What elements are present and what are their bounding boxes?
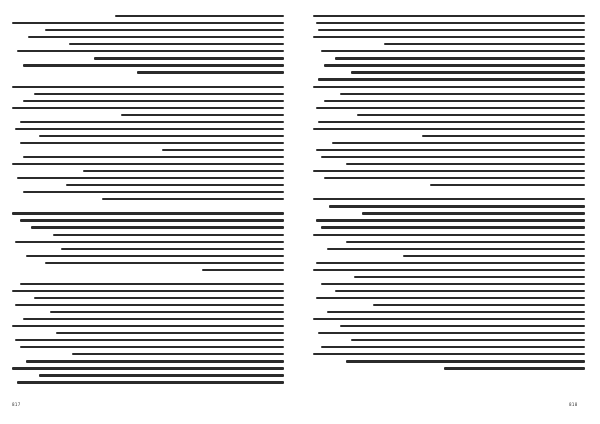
left-page-text-stroke xyxy=(23,100,284,102)
right-page-text-line xyxy=(313,317,585,321)
right-page-text-line xyxy=(313,141,585,145)
right-page-text-stroke xyxy=(321,283,585,285)
right-page-text-stroke xyxy=(346,241,585,243)
right-page-text-line xyxy=(313,169,585,173)
right-page-text-stroke xyxy=(346,360,585,362)
right-page-text-stroke xyxy=(313,170,585,172)
left-page-text-stroke xyxy=(257,205,284,207)
left-page-text-line xyxy=(12,92,284,96)
left-page-text-line xyxy=(12,113,284,117)
right-page-text-line xyxy=(313,120,585,124)
left-page-text-stroke xyxy=(115,15,284,17)
right-page-text-line xyxy=(313,84,585,88)
left-page-text-stroke xyxy=(137,71,284,73)
left-page-text-line xyxy=(12,169,284,173)
right-page-text-stroke xyxy=(340,93,585,95)
left-page-text-stroke xyxy=(121,114,284,116)
right-page-text-stroke xyxy=(318,332,585,334)
right-page-text-line xyxy=(313,183,585,187)
left-page-text-stroke xyxy=(34,297,284,299)
right-page-text-line xyxy=(313,345,585,349)
right-page-text-stroke xyxy=(327,311,585,313)
right-page-text-stroke xyxy=(316,22,585,24)
left-page-text-line xyxy=(12,176,284,180)
left-page-text-stroke xyxy=(15,241,284,243)
right-page-text-stroke xyxy=(321,346,585,348)
left-page-text-stroke xyxy=(61,248,284,250)
left-page-text-line xyxy=(12,240,284,244)
left-page-text-line xyxy=(12,42,284,46)
left-page-text-line xyxy=(12,366,284,370)
left-page-text-line xyxy=(12,49,284,53)
right-page-text-line xyxy=(313,338,585,342)
right-page-text-line xyxy=(313,225,585,229)
left-page-number: 817 xyxy=(12,402,21,407)
left-page-text-line xyxy=(12,232,284,236)
left-page-text-line xyxy=(12,373,284,377)
right-page-text-line xyxy=(313,92,585,96)
left-page-text-line xyxy=(12,282,284,286)
left-page-text-stroke xyxy=(12,163,284,165)
left-page-text-stroke xyxy=(102,198,284,200)
left-page-text-line xyxy=(12,14,284,18)
right-page-text-stroke xyxy=(321,226,585,228)
left-page-text-stroke xyxy=(69,43,284,45)
left-page-text-stroke xyxy=(50,311,284,313)
right-page-text-stroke xyxy=(324,177,585,179)
right-page-text-line xyxy=(313,366,585,370)
right-page-text-stroke xyxy=(444,367,585,369)
right-page-text-line xyxy=(313,176,585,180)
right-page-text-stroke xyxy=(340,325,585,327)
left-page-text-stroke xyxy=(56,332,284,334)
left-page-text-line xyxy=(12,99,284,103)
left-page-text-stroke xyxy=(12,367,284,369)
left-page-text-stroke xyxy=(53,234,284,236)
right-page-text-stroke xyxy=(422,135,585,137)
left-page-text-line xyxy=(12,310,284,314)
right-page-text-line xyxy=(313,282,585,286)
right-page-text-stroke xyxy=(313,318,585,320)
left-page-text-line xyxy=(12,289,284,293)
left-page-text-line xyxy=(12,225,284,229)
right-page-text-stroke xyxy=(324,100,585,102)
right-page-text-line xyxy=(313,232,585,236)
left-page-text-stroke xyxy=(12,290,284,292)
left-page-text-stroke xyxy=(26,255,284,257)
left-page-text-line xyxy=(12,317,284,321)
left-page-text-stroke xyxy=(12,325,284,327)
left-page-text-line xyxy=(12,134,284,138)
right-page-text-line xyxy=(313,247,585,251)
right-page-text-stroke xyxy=(318,29,585,31)
right-page-text-stroke xyxy=(327,248,585,250)
right-page-text-line xyxy=(313,127,585,131)
right-page-text-line xyxy=(313,148,585,152)
left-page-text-stroke xyxy=(12,86,284,88)
right-page-text-line xyxy=(313,268,585,272)
left-page-text-stroke xyxy=(15,128,284,130)
left-page-text-stroke xyxy=(162,149,284,151)
right-page-text-line xyxy=(313,162,585,166)
right-page-text-stroke xyxy=(313,234,585,236)
right-page-text-line xyxy=(313,352,585,356)
left-page-text-stroke xyxy=(20,121,284,123)
left-page-text-line xyxy=(12,127,284,131)
right-page-text-stroke xyxy=(321,156,585,158)
right-page-text-stroke xyxy=(324,64,585,66)
left-page-text-stroke xyxy=(45,262,284,264)
right-page-text-line xyxy=(313,204,585,208)
right-page-text-line xyxy=(313,303,585,307)
left-page-text-stroke xyxy=(34,93,284,95)
left-page-text-line xyxy=(12,183,284,187)
left-page-text-line xyxy=(12,28,284,32)
right-page-text-stroke xyxy=(335,57,585,59)
right-page-text-stroke xyxy=(313,86,585,88)
left-page-text-line xyxy=(12,155,284,159)
left-page-text-line xyxy=(12,380,284,384)
right-page-text-stroke xyxy=(313,15,585,17)
right-page-text-line xyxy=(313,261,585,265)
left-page-text-stroke xyxy=(12,212,284,214)
left-page-text-stroke xyxy=(17,50,284,52)
left-page-text-line xyxy=(12,162,284,166)
left-page-text-stroke xyxy=(12,22,284,24)
left-page-text-line xyxy=(12,21,284,25)
left-page-text-stroke xyxy=(15,304,284,306)
left-page-text-line xyxy=(12,324,284,328)
right-page-text-line xyxy=(313,211,585,215)
left-page-text-line xyxy=(12,84,284,88)
left-page-text-stroke xyxy=(17,177,284,179)
right-page-text-line xyxy=(313,197,585,201)
left-page-text-stroke xyxy=(257,78,284,80)
right-page-text-stroke xyxy=(403,255,585,257)
right-page-text-line xyxy=(313,218,585,222)
right-page-text-stroke xyxy=(329,205,585,207)
right-page-text-stroke xyxy=(313,128,585,130)
right-page-text-line xyxy=(313,296,585,300)
left-page-text-line xyxy=(12,296,284,300)
left-page-text-block xyxy=(12,14,284,386)
left-page-text-stroke xyxy=(257,276,284,278)
right-page-text-line xyxy=(313,134,585,138)
right-page-text-line xyxy=(313,275,585,279)
right-page-text-stroke xyxy=(346,163,585,165)
right-page-text-line xyxy=(313,113,585,117)
left-page-text-stroke xyxy=(26,360,284,362)
left-page-text-line xyxy=(12,338,284,342)
right-page-text-line xyxy=(313,331,585,335)
left-page-text-line xyxy=(12,254,284,258)
left-page-text-line xyxy=(12,63,284,67)
left-page-text-stroke xyxy=(39,135,284,137)
right-page-text-line xyxy=(313,240,585,244)
right-page-text-stroke xyxy=(362,212,585,214)
left-page-text-line xyxy=(12,148,284,152)
right-page-text-stroke xyxy=(351,71,585,73)
left-page-text-line xyxy=(12,303,284,307)
left-page-text-stroke xyxy=(12,107,284,109)
right-page-text-stroke xyxy=(354,276,585,278)
left-page-text-line xyxy=(12,261,284,265)
right-page-text-stroke xyxy=(313,353,585,355)
right-page-text-stroke xyxy=(332,142,585,144)
right-page-text-stroke xyxy=(351,339,585,341)
right-page-lines xyxy=(313,14,585,373)
right-page-text-line xyxy=(313,14,585,18)
right-page-text-line xyxy=(313,63,585,67)
right-page-text-stroke xyxy=(318,121,585,123)
left-page-text-stroke xyxy=(39,374,284,376)
left-page-text-line xyxy=(12,120,284,124)
right-page-text-line xyxy=(313,21,585,25)
left-page-text-stroke xyxy=(20,283,284,285)
right-page-text-line xyxy=(313,42,585,46)
left-page-lines xyxy=(12,14,284,386)
right-page-text-line xyxy=(313,99,585,103)
right-page-text-stroke xyxy=(313,269,585,271)
left-page-text-stroke xyxy=(45,29,284,31)
right-page-text-stroke xyxy=(384,43,585,45)
left-page-text-line xyxy=(12,331,284,335)
left-page-text-stroke xyxy=(23,64,284,66)
left-page-text-line xyxy=(12,211,284,215)
left-page-text-line xyxy=(12,197,284,201)
right-page-text-stroke xyxy=(316,297,585,299)
left-page-text-line xyxy=(12,247,284,251)
right-page-text-stroke xyxy=(316,219,585,221)
right-page-text-stroke xyxy=(335,290,585,292)
right-page-text-line xyxy=(313,49,585,53)
left-page-text-stroke xyxy=(66,184,284,186)
right-page-text-line xyxy=(313,289,585,293)
right-page-text-stroke xyxy=(357,114,585,116)
right-page-text-stroke xyxy=(558,191,585,193)
right-page-text-line xyxy=(313,324,585,328)
right-page-text-line xyxy=(313,190,585,194)
right-page-text-line xyxy=(313,254,585,258)
left-page-text-stroke xyxy=(31,226,284,228)
right-page-text-stroke xyxy=(318,78,585,80)
left-page-text-stroke xyxy=(20,219,284,221)
left-page-text-line xyxy=(12,275,284,279)
left-page-text-stroke xyxy=(94,57,284,59)
left-page-text-line xyxy=(12,204,284,208)
left-page-text-stroke xyxy=(23,156,284,158)
left-page-text-stroke xyxy=(20,346,284,348)
right-page-text-stroke xyxy=(316,107,585,109)
left-page-text-line xyxy=(12,218,284,222)
left-page-text-stroke xyxy=(15,339,284,341)
right-page-number: 818 xyxy=(569,402,578,407)
right-page-text-line xyxy=(313,77,585,81)
left-page-text-line xyxy=(12,77,284,81)
left-page-text-line xyxy=(12,141,284,145)
left-page-text-stroke xyxy=(23,191,284,193)
right-page-text-stroke xyxy=(321,50,585,52)
right-page-text-line xyxy=(313,70,585,74)
left-page-text-line xyxy=(12,345,284,349)
right-page-text-line xyxy=(313,310,585,314)
right-page-text-stroke xyxy=(316,262,585,264)
right-page-text-line xyxy=(313,35,585,39)
right-page-text-stroke xyxy=(430,184,585,186)
left-page-text-stroke xyxy=(83,170,284,172)
right-page-text-stroke xyxy=(313,198,585,200)
left-page-text-stroke xyxy=(20,142,284,144)
left-page-text-stroke xyxy=(28,36,284,38)
left-page-text-line xyxy=(12,359,284,363)
left-page-text-stroke xyxy=(17,381,284,383)
left-page-text-stroke xyxy=(202,269,284,271)
right-page-text-block xyxy=(313,14,585,386)
left-page-text-line xyxy=(12,106,284,110)
right-page-text-stroke xyxy=(313,36,585,38)
left-page-text-line xyxy=(12,190,284,194)
left-page-text-line xyxy=(12,268,284,272)
left-page-text-stroke xyxy=(72,353,284,355)
left-page-text-line xyxy=(12,70,284,74)
left-page-text-stroke xyxy=(23,318,284,320)
left-page-text-line xyxy=(12,352,284,356)
right-page-text-stroke xyxy=(373,304,585,306)
right-page-text-line xyxy=(313,155,585,159)
right-page-text-line xyxy=(313,359,585,363)
right-page-text-line xyxy=(313,56,585,60)
left-page-text-line xyxy=(12,56,284,60)
right-page-text-line xyxy=(313,106,585,110)
right-page-text-line xyxy=(313,28,585,32)
left-page-text-line xyxy=(12,35,284,39)
right-page-text-stroke xyxy=(316,149,585,151)
